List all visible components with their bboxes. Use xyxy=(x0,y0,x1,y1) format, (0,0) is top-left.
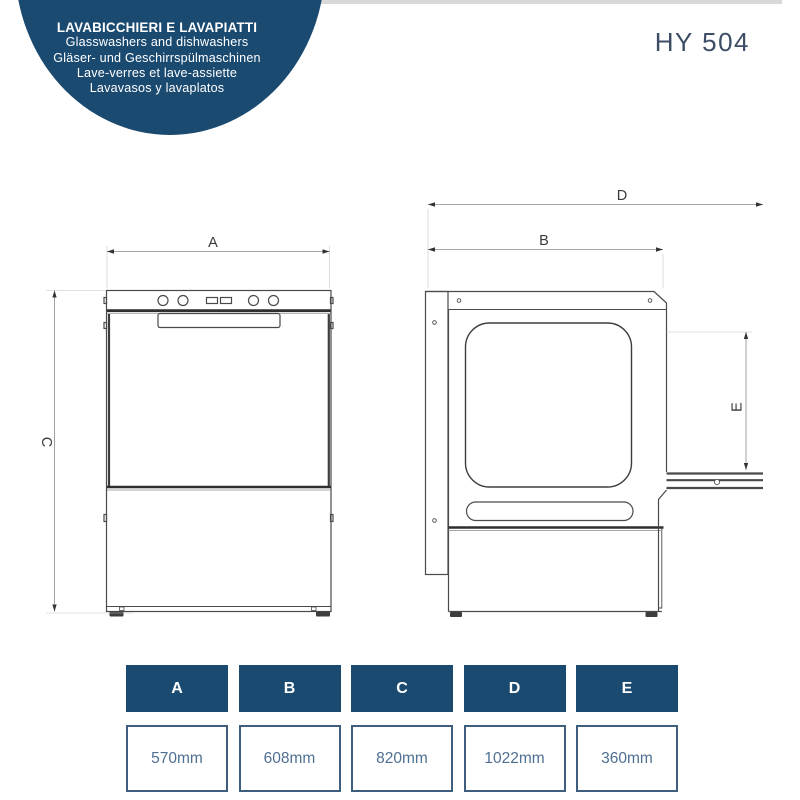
dimension-label-b: B xyxy=(539,233,549,249)
side-foot xyxy=(646,612,658,617)
front-cabinet-outline xyxy=(107,291,332,612)
table-value-cell: 820mm xyxy=(351,725,453,792)
badge-line-english: Glasswashers and dishwashers xyxy=(65,35,249,50)
table-value-cell: 360mm xyxy=(576,725,678,792)
table-value-cell: 1022mm xyxy=(464,725,566,792)
dimension-label-c: C xyxy=(38,436,54,448)
dimension-label-e: E xyxy=(729,402,746,412)
side-door-handle xyxy=(467,502,634,521)
badge-line-italian: LAVABICCHIERI E LAVAPIATTI xyxy=(56,20,258,35)
badge-line-german: Gläser- und Geschirrspülmaschinen xyxy=(53,50,261,65)
side-foot xyxy=(450,612,462,617)
front-switch-icon xyxy=(207,298,218,304)
front-view-dimensions xyxy=(38,235,330,613)
screw-icon xyxy=(648,299,652,303)
screw-icon xyxy=(433,321,437,325)
table-header-cell: B xyxy=(239,665,341,712)
side-view-drawing xyxy=(426,292,764,618)
front-foot xyxy=(110,612,124,617)
front-knob-icon xyxy=(249,296,259,306)
front-door-handle xyxy=(158,314,280,328)
dimensions-table-header-row xyxy=(126,665,678,712)
front-knob-icon xyxy=(158,296,168,306)
table-header-cell: A xyxy=(126,665,228,712)
badge-line-spanish: Lavavasos y lavaplatos xyxy=(89,81,225,96)
table-value-cell: 570mm xyxy=(126,725,228,792)
front-knob-icon xyxy=(269,296,279,306)
side-door-window xyxy=(466,323,632,487)
front-switch-icon xyxy=(221,298,232,304)
product-model-title: HY 504 xyxy=(654,27,750,57)
side-back-panel xyxy=(426,292,449,575)
badge-line-french: Lave-verres et lave-assiette xyxy=(76,65,238,80)
front-view-drawing xyxy=(104,291,333,617)
side-view-dimensions xyxy=(428,188,763,470)
dimensions-table-value-row xyxy=(126,725,678,792)
table-value-cell: 608mm xyxy=(239,725,341,792)
table-header-cell: D xyxy=(464,665,566,712)
dimension-label-a: A xyxy=(208,235,218,251)
dimension-label-d: D xyxy=(616,188,628,204)
table-header-cell: C xyxy=(351,665,453,712)
table-header-cell: E xyxy=(576,665,678,712)
front-knob-icon xyxy=(178,296,188,306)
front-foot xyxy=(316,612,330,617)
screw-icon xyxy=(433,519,437,523)
screw-icon xyxy=(457,299,461,303)
side-top-band xyxy=(426,292,667,304)
